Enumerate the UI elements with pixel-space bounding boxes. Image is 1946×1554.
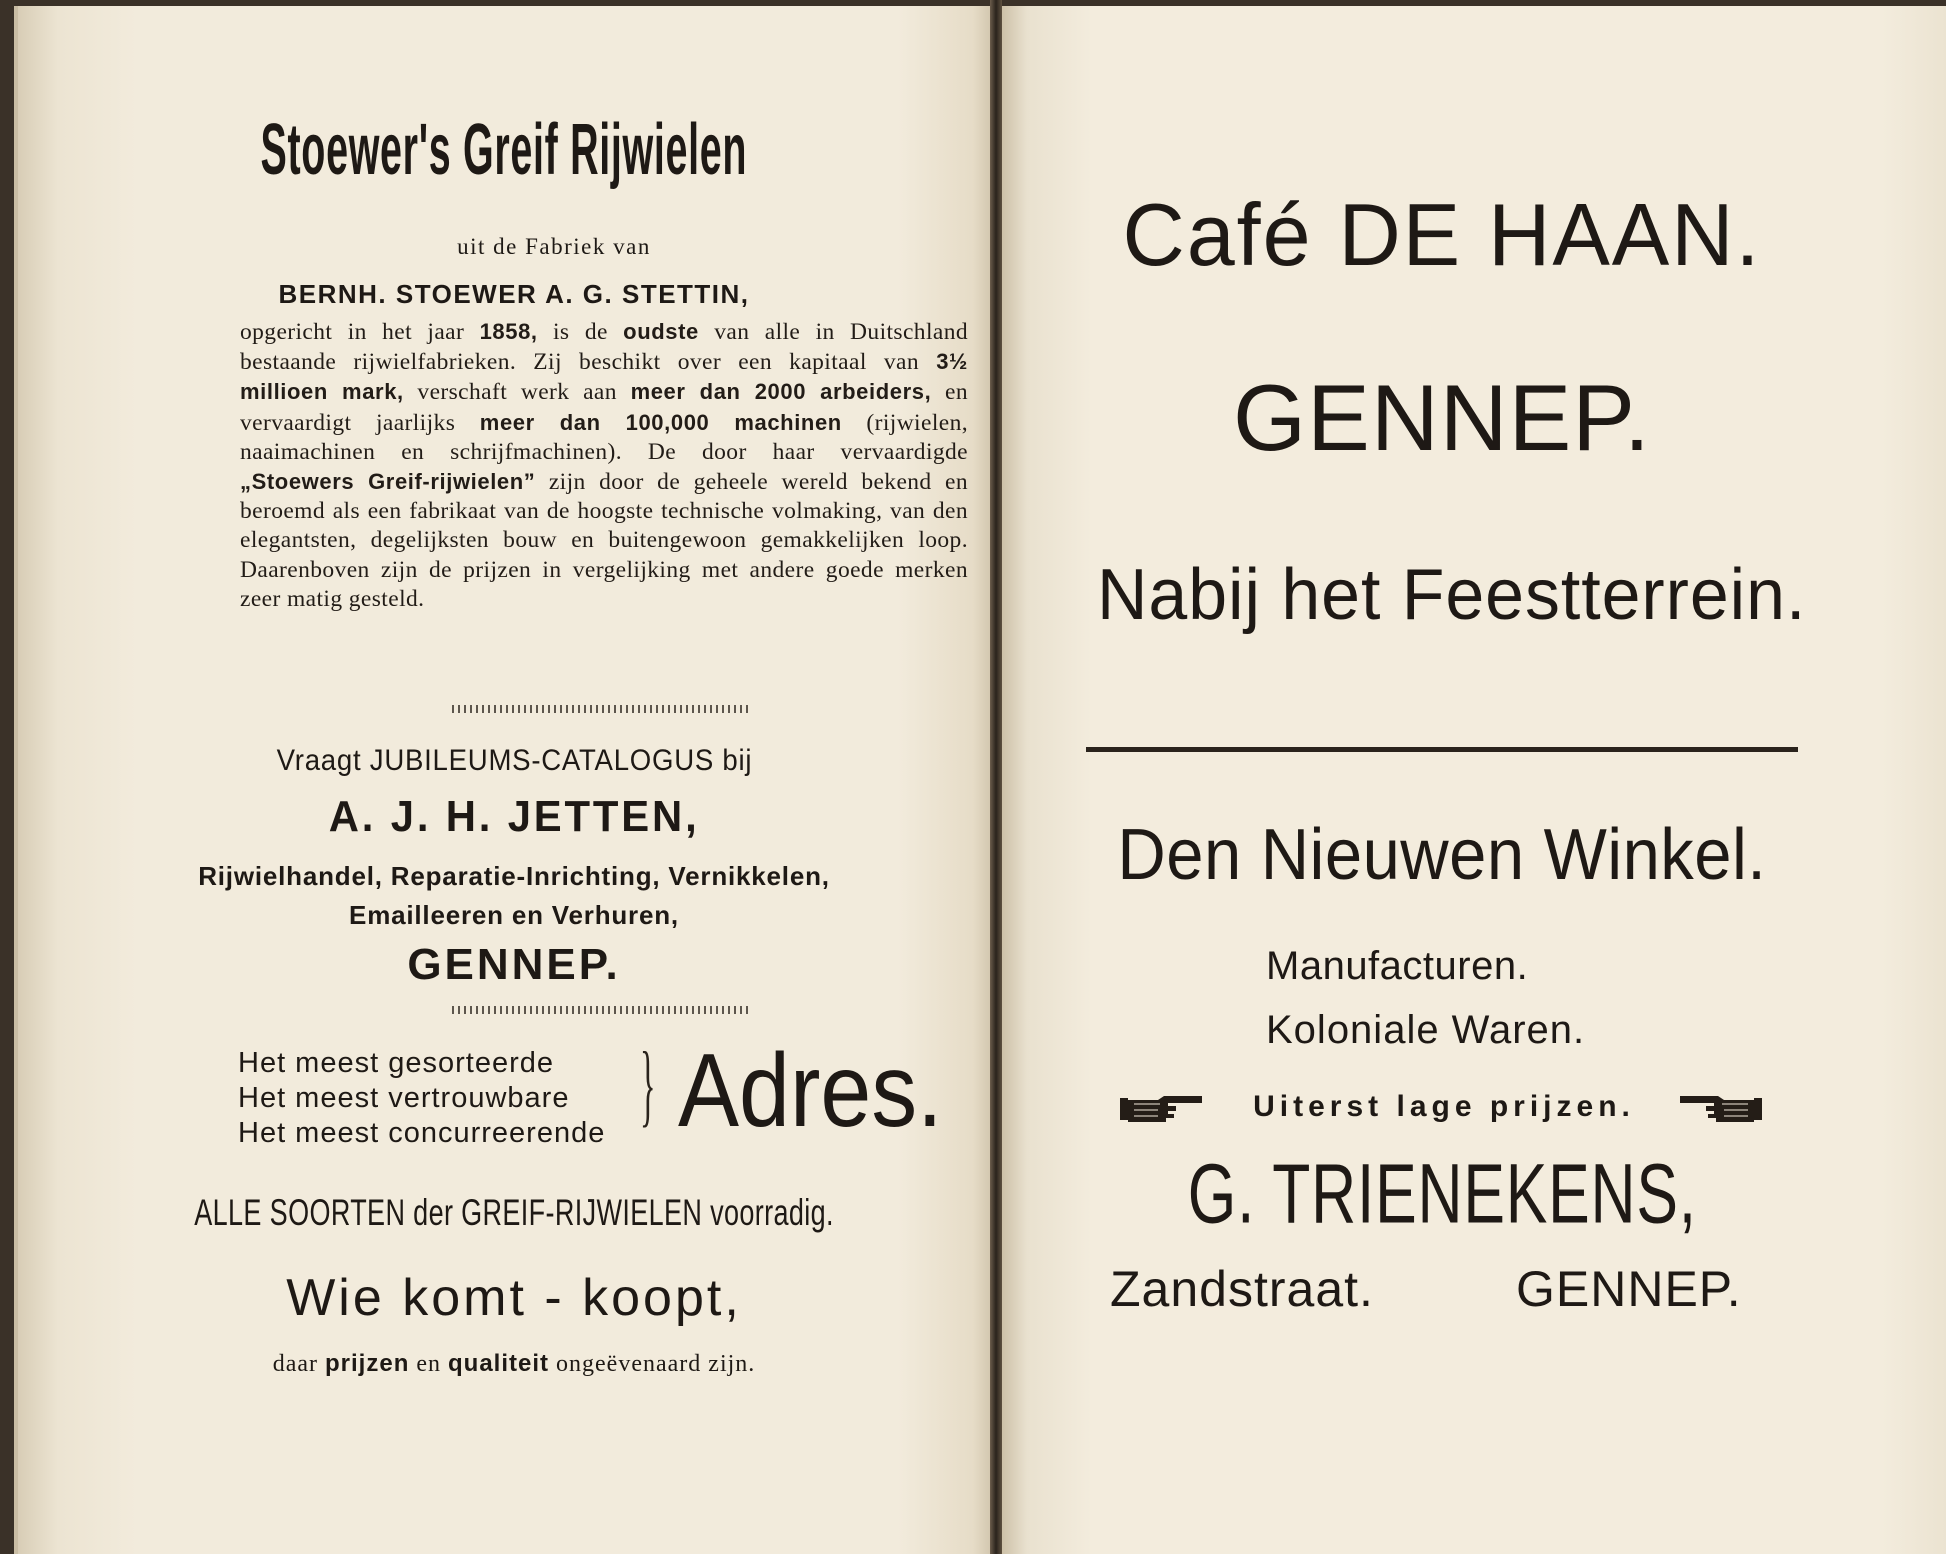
owner-town: GENNEP. [1516,1261,1742,1317]
adres-qualifier: Het meest vertrouwbare [238,1082,570,1114]
cafe-name: Café DE HAAN. [1122,185,1762,284]
adres-qualifier-list [238,1046,605,1151]
pointing-hand-left-icon [1678,1092,1764,1126]
adres-qualifier: Het meest gesorteerde [238,1047,554,1079]
owner-name: G. TRIENEKENS, [1187,1146,1697,1241]
closing-line: daar prijzen en qualiteit ongeëvenaard zijn. [272,1350,756,1377]
stoewer-ad-title: Stoewer's Greif Rijwielen [260,108,748,191]
dealer-town: GENNEP. [407,940,621,989]
dealer-services-2: Emailleeren en Verhuren, [349,900,679,930]
adres-qualifier: Het meest concurreerende [238,1117,606,1149]
stoewer-description: opgericht in het jaar 1858, is de oudste van alle in Duitschland bestaande rijwielfabrieken. Zij beschikt over een kapitaal van 3½ millioen mark, verschaft werk aan meer dan 2000 arbeiders, en vervaardigt jaarlijks meer dan 100,000 machinen (rijwielen, naaimachinen en schrijfmachinen). De door haar vervaardigde „Stoewers Greif-rijwielen” zijn door de geheele wereld bekend en beroemd als een fabrikaat van de hoogste technische volmaking, van den elegantsten, degelijksten bouw en buitengewoon gemakkelijken loop. Daarenboven zijn de prijzen in vergelijking met andere goede merken zeer matig gesteld. [240,319,969,612]
street-name: Zandstraat. [1110,1261,1374,1317]
wavy-divider [450,1006,752,1014]
cafe-town: GENNEP. [1233,365,1651,470]
slogan: Wie komt - koopt, [286,1269,742,1327]
horizontal-rule [1086,747,1798,752]
stoewer-ad-subtitle: uit de Fabriek van [457,234,651,259]
left-page [14,6,990,1554]
price-slogan: Uiterst lage prijzen. [1253,1090,1635,1123]
stock-line: ALLE SOORTEN der GREIF-RIJWIELEN voorradig. [194,1192,834,1233]
catalog-line: Vraagt JUBILEUMS-CATALOGUS bij [276,744,752,777]
dealer-services-1: Rijwielhandel, Reparatie-Inrichting, Vernikkelen, [198,861,830,891]
curly-brace: } [640,1033,656,1135]
dealer-name: A. J. H. JETTEN, [328,792,700,841]
shop-name: Den Nieuwen Winkel. [1117,815,1767,895]
cafe-location: Nabij het Feestterrein. [1096,555,1807,635]
right-page [1002,6,1946,1554]
goods-line-2: Koloniale Waren. [1266,1008,1586,1052]
stoewer-company-name: BERNH. STOEWER A. G. STETTIN, [278,279,750,309]
pointing-hand-right-icon [1118,1092,1204,1126]
goods-line-1: Manufacturen. [1266,944,1529,988]
adres-heading: Adres. [678,1033,943,1149]
book-spine [990,0,1002,1554]
wavy-divider [450,705,752,713]
